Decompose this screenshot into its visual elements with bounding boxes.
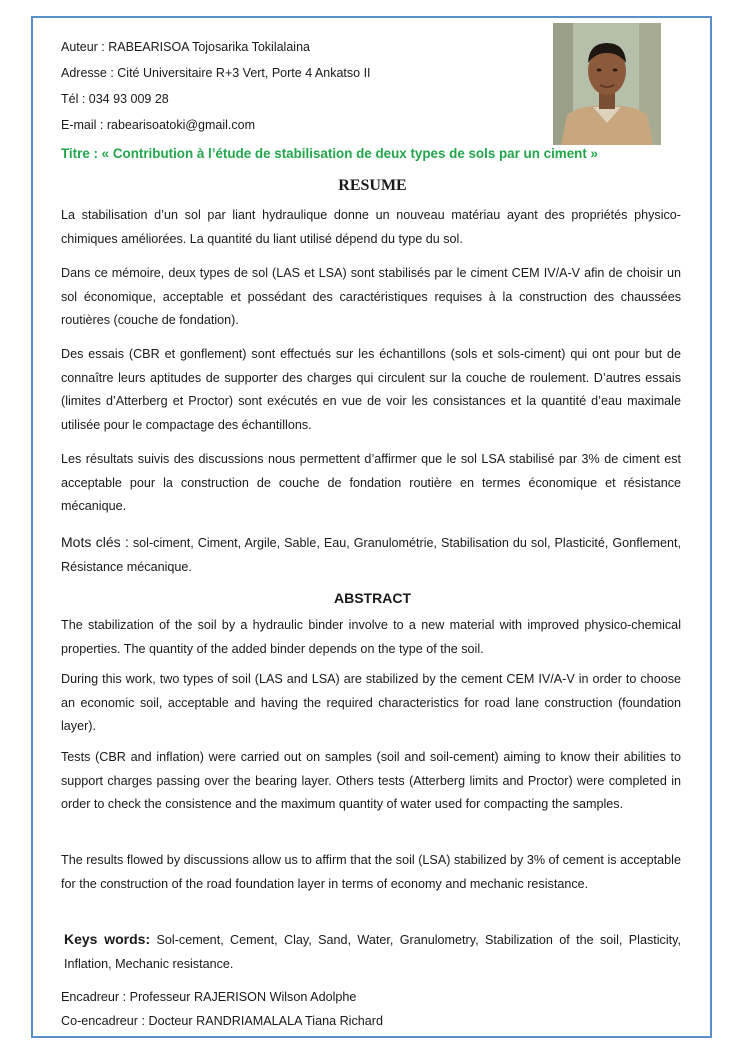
- resume-paragraph-1: La stabilisation d’un sol par liant hydraulique donne un nouveau matériau ayant des propriétés physico-chimiques améliorées. La quantité du liant utilisé dépend du type du sol.: [61, 208, 681, 246]
- address-line: Adresse : Cité Universitaire R+3 Vert, Porte 4 Ankatso II: [61, 66, 371, 80]
- abstract-heading: ABSTRACT: [334, 590, 411, 606]
- abstract-paragraph-4: The results flowed by discussions allow us to affirm that the soil (LSA) stabilized by 3% of cement is acceptable for the construction of the road foundation layer in terms of economy and mechanic resistance.: [61, 853, 681, 891]
- abstract-keywords: [64, 928, 681, 976]
- abstract-paragraph-1: The stabilization of the soil by a hydraulic binder involve to a new material with improved physico-chemical properties. The quantity of the added binder depends on the type of the soil.: [61, 618, 681, 656]
- email-line: E-mail : rabearisoatoki@gmail.com: [61, 118, 256, 132]
- abstract-keywords-label: Keys words:: [64, 931, 151, 947]
- resume-paragraph-3: Des essais (CBR et gonflement) sont effectués sur les échantillons (sols et sols-ciment) qui ont pour but de connaître leurs aptitudes de supporter des charges qui circulent sur la couche de roulement. D’autres essais (limites d’Atterberg et Proctor) sont exécutés en vue de voir les consistances et la quantité d’eau maximale utilisée pour le compactage des échantillons.: [61, 347, 681, 432]
- abstract-paragraph-3: Tests (CBR and inflation) were carried out on samples (soil and soil-cement) aiming to know their abilities to support charges passing over the bearing layer. Others tests (Atterberg limits and Proctor) were completed in order to check the consistence and the maximum quantity of water used for compacting the samples.: [61, 750, 681, 811]
- supervisor-line: Encadreur : Professeur RAJERISON Wilson Adolphe: [61, 990, 357, 1004]
- thesis-title: Titre : « Contribution à l’étude de stabilisation de deux types de sols par un ciment »: [61, 146, 598, 161]
- co-supervisor-line: Co-encadreur : Docteur RANDRIAMALALA Tiana Richard: [61, 1014, 383, 1028]
- abstract-keywords-text: Sol-cement, Cement, Clay, Sand, Water, Granulometry, Stabilization of the soil, Plasticity, Inflation, Mechanic resistance.: [64, 933, 681, 971]
- author-photo: [553, 23, 661, 145]
- resume-keywords-text: sol-ciment, Ciment, Argile, Sable, Eau, Granulométrie, Stabilisation du sol, Plasticité, Gonflement, Résistance mécanique.: [61, 536, 681, 574]
- resume-keywords: [61, 531, 681, 579]
- phone-line: Tél : 034 93 009 28: [61, 92, 169, 106]
- author-line: Auteur : RABEARISOA Tojosarika Tokilalaina: [61, 40, 310, 54]
- resume-heading: RESUME: [338, 177, 407, 194]
- resume-paragraph-2: Dans ce mémoire, deux types de sol (LAS et LSA) sont stabilisés par le ciment CEM IV/A-V afin de choisir un sol économique, acceptable et possédant des caractéristiques requises à la construction des chaussées routières (couche de fondation).: [61, 266, 681, 327]
- abstract-paragraph-2: During this work, two types of soil (LAS and LSA) are stabilized by the cement CEM IV/A-V in order to choose an economic soil, acceptable and having the required characteristics for road lane construction (foundation layer).: [61, 672, 681, 733]
- resume-paragraph-4: Les résultats suivis des discussions nous permettent d’affirmer que le sol LSA stabilisé par 3% de ciment est acceptable pour la construction de couche de fondation routière en termes économique et résistance mécanique.: [61, 452, 681, 513]
- resume-keywords-label: Mots clés :: [61, 534, 129, 550]
